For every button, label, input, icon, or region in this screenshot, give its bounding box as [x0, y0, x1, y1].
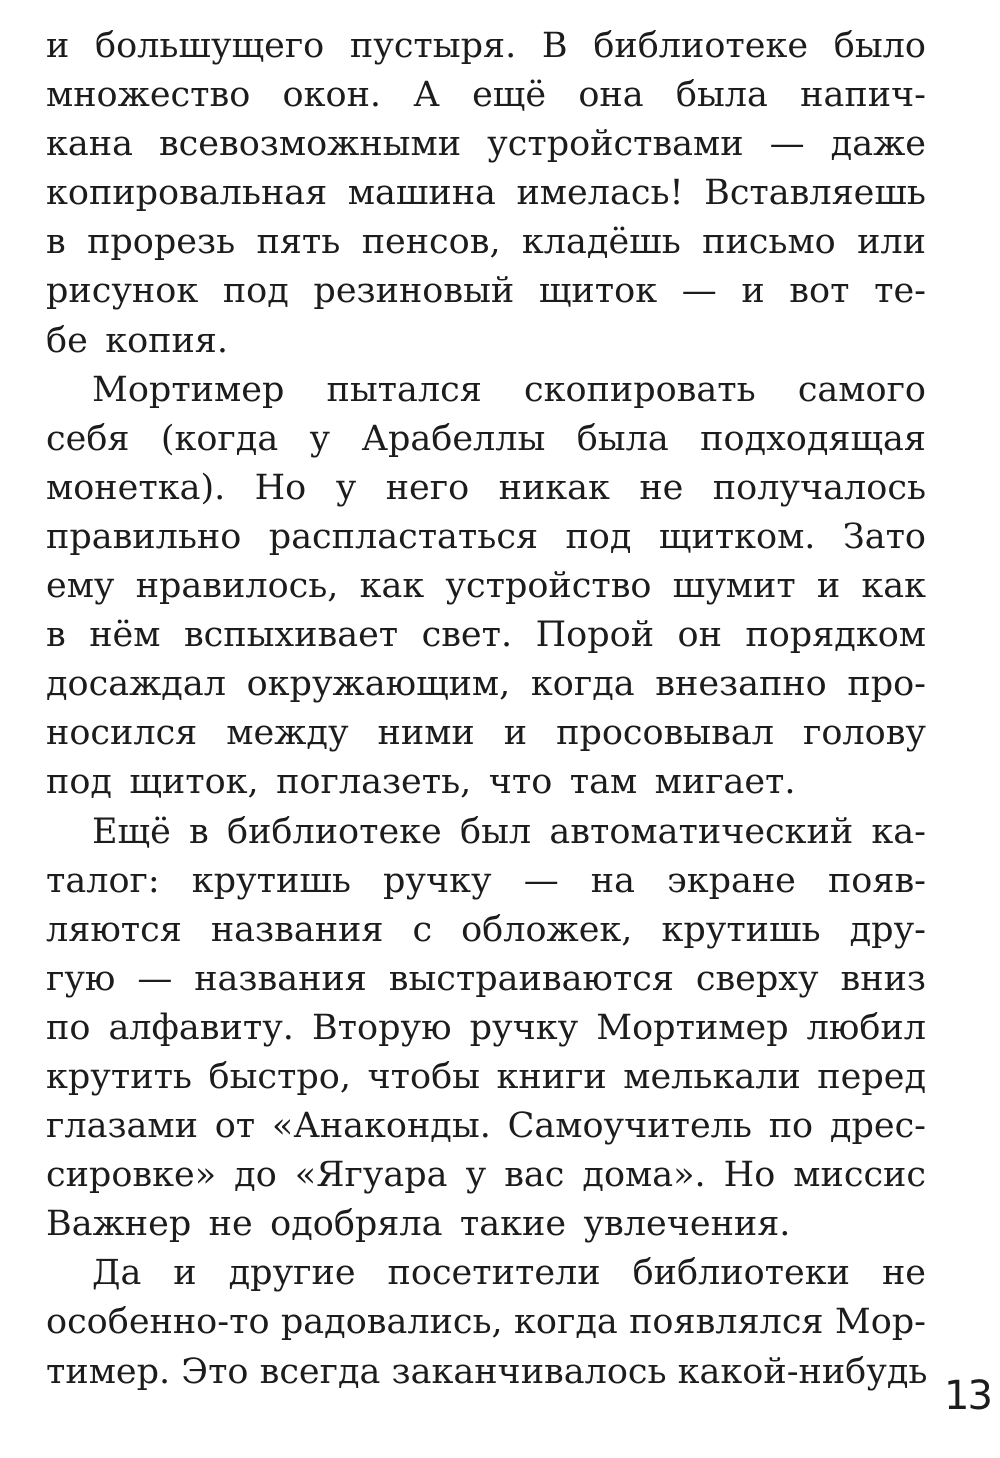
text-line: монетка). Но у него никак не получалось: [46, 467, 926, 508]
page-number: 13: [944, 1373, 991, 1419]
text-line: ему нравилось, как устройство шумит и как: [46, 566, 926, 607]
text-line: крутить быстро, чтобы книги мелькали перед: [46, 1056, 926, 1097]
text-line: бе копия.: [46, 320, 229, 361]
text-line: носился между ними и просовывал голову: [46, 713, 926, 754]
text-line: правильно распластаться под щитком. Зато: [46, 516, 926, 557]
text-line: и большущего пустыря. В библиотеке было: [46, 26, 926, 66]
text-line: талог: крутишь ручку — на экране появ-: [46, 860, 926, 901]
text-line: ляются названия с обложек, крутишь дру-: [46, 909, 926, 950]
text-line: рисунок под резиновый щиток — и вот те-: [46, 271, 926, 312]
text-line: множество окон. А ещё она была напич-: [46, 75, 926, 116]
text-line: сировке» до «Ягуара у вас дома». Но миссис: [46, 1155, 926, 1196]
text-line: Да и другие посетители библиотеки не: [92, 1253, 926, 1294]
text-line: в прорезь пять пенсов, кладёшь письмо или: [46, 222, 926, 263]
text-line: под щиток, поглазеть, что там мигает.: [46, 762, 796, 803]
text-line: досаждал окружающим, когда внезапно про-: [46, 664, 926, 705]
text-line: Важнер не одобряла такие увлечения.: [46, 1204, 791, 1245]
text-line: глазами от «Анаконды. Самоучитель по дрес-: [46, 1106, 926, 1147]
text-line: кана всевозможными устройствами — даже: [46, 124, 926, 165]
body-text: [46, 22, 926, 1397]
text-line: в нём вспыхивает свет. Порой он порядком: [46, 615, 926, 656]
text-line: по алфавиту. Вторую ручку Мортимер любил: [46, 1007, 926, 1048]
text-line: копировальная машина имелась! Вставляешь: [46, 173, 926, 214]
text-line: гую — названия выстраиваются сверху вниз: [46, 958, 926, 999]
text-line: себя (когда у Арабеллы была подходящая: [46, 418, 926, 459]
text-line: Мортимер пытался скопировать самого: [92, 369, 926, 410]
text-line: особенно-то радовались, когда появлялся Мор-: [46, 1302, 926, 1343]
text-line: тимер. Это всегда заканчивалось какой-нибудь: [46, 1351, 928, 1392]
text-line: Ещё в библиотеке был автоматический ка-: [92, 811, 926, 852]
